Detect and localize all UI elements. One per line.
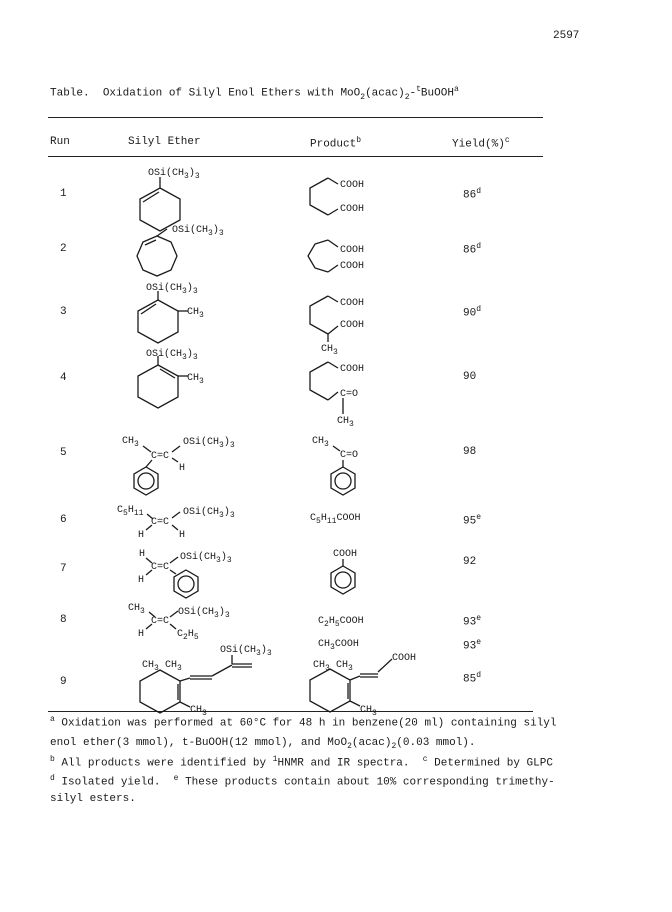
yield-note: e (476, 638, 482, 647)
footnote-d (50, 774, 555, 789)
footnote-mark: e (173, 774, 179, 783)
yield-value: 86 (463, 244, 477, 257)
run-2: 2 (60, 243, 67, 255)
label-c2h5cooh: $C_2H_5COOH$ (318, 616, 364, 629)
run-1: 1 (60, 188, 67, 200)
header-yield-note: c (504, 136, 510, 145)
label-osime3: $OSi(CH_3)_3$ (146, 349, 198, 362)
structure-2-silyl (137, 224, 224, 276)
label-h: H (138, 629, 145, 640)
header-product-label: Product (310, 138, 357, 151)
structure-2-product (308, 240, 364, 272)
yield-value: 92 (463, 556, 477, 568)
label-h: H (139, 549, 146, 560)
label-h: H (138, 530, 145, 541)
page-number: 2597 (553, 30, 580, 42)
yield-value: 93 (463, 616, 477, 629)
label-cooh: COOH (340, 204, 365, 215)
label-c-eq-c: C=C (151, 562, 170, 573)
structure-6-silyl (117, 505, 235, 541)
label-osime3: $OSi(CH_3)_3$ (183, 507, 235, 520)
header-silyl-ether: Silyl Ether (128, 136, 201, 148)
footnote-sub: 2 (391, 742, 397, 752)
label-cooh: COOH (340, 320, 365, 331)
structure-5-silyl (122, 436, 235, 495)
structure-4-silyl (138, 348, 204, 408)
caption-sup-t: t (416, 85, 421, 94)
label-h: H (179, 463, 186, 474)
label-ch3: $CH_3$ (187, 373, 204, 386)
footnote-a (50, 715, 557, 730)
yield-value: 98 (463, 446, 477, 458)
label-c2h5: $C_2H_5$ (177, 629, 199, 642)
footnote-text: (0.03 mmol). (396, 737, 476, 749)
header-product-note: b (356, 136, 362, 145)
footnote-text: enol ether(3 mmol), t-BuOOH(12 mmol), and MoO (50, 737, 348, 749)
label-osime3: $OSi(CH_3)_3$ (178, 607, 230, 620)
yield-value: 86 (463, 189, 477, 202)
label-c5h11cooh: $C_5H_{11}COOH$ (310, 513, 361, 526)
label-cooh: COOH (392, 653, 417, 664)
caption-dash: - (409, 87, 417, 100)
footnote-e-cont (50, 793, 136, 805)
label-cooh: COOH (340, 245, 365, 256)
run-5: 5 (60, 447, 67, 459)
structure-7-silyl (138, 549, 232, 598)
label-ch3: $CH_3$ (122, 436, 139, 449)
caption-label: Table. (50, 87, 90, 100)
yield-value: 93 (463, 640, 477, 653)
footnote-b (50, 755, 553, 770)
label-ch3: $CH_3$ (187, 307, 204, 320)
structure-7-product (331, 549, 357, 594)
footnote-a-cont (50, 737, 476, 751)
structure-9-product (310, 653, 416, 718)
footnote-text: HNMR and IR spectra. (277, 757, 410, 770)
label-ch3: $CH_3$ (336, 660, 353, 673)
footnote-text: silyl esters. (50, 793, 136, 805)
caption-text2: (acac) (365, 87, 405, 100)
label-c-eq-c: C=C (151, 616, 170, 627)
header-yield-label: Yield(%) (452, 138, 505, 151)
footnote-text: Isolated yield. (61, 776, 161, 789)
footnote-mark: d (50, 774, 55, 783)
structure-1-silyl (140, 167, 200, 231)
label-osime3: $OSi(CH_3)_3$ (146, 283, 198, 296)
label-ch3: $CH_3$ (165, 660, 182, 673)
label-cooh: COOH (333, 549, 358, 560)
caption-sub2: 2 (404, 92, 410, 102)
label-osime3: $OSi(CH_3)_3$ (180, 552, 232, 565)
header-run: Run (50, 136, 70, 148)
run-6: 6 (60, 514, 67, 526)
caption-sub: 2 (360, 92, 366, 102)
footnote-mark: b (50, 755, 55, 764)
label-osime3: $OSi(CH_3)_3$ (172, 225, 224, 238)
structure-6-product (310, 513, 360, 526)
label-ch3: $CH_3$ (313, 660, 330, 673)
label-ch3: $CH_3$ (190, 705, 207, 718)
structure-3-product (310, 296, 364, 357)
label-cooh: COOH (340, 261, 365, 272)
label-osime3: $OSi(CH_3)_3$ (183, 437, 235, 450)
structure-5-product (312, 436, 358, 495)
footnote-text: These products contain about 10% corresponding trimethy- (185, 776, 555, 789)
label-ch3: $CH_3$ (312, 436, 329, 449)
label-h: H (179, 530, 186, 541)
label-c-eq-o: C=O (340, 389, 359, 400)
label-cooh: COOH (340, 298, 365, 309)
label-c-eq-o: C=O (340, 450, 359, 461)
label-ch3: $CH_3$ (128, 603, 145, 616)
label-c-eq-c: C=C (151, 451, 170, 462)
run-8: 8 (60, 614, 67, 626)
yield-value: 95 (463, 515, 477, 528)
yield-note: d (476, 671, 482, 680)
run-4: 4 (60, 372, 67, 384)
label-c5h11: $C_5H_{11}$ (117, 505, 144, 518)
label-ch3: $CH_3$ (337, 416, 354, 429)
label-ch3cooh: $CH_3COOH$ (318, 639, 359, 652)
yield-note: e (476, 614, 482, 623)
structure-8-silyl (128, 603, 230, 642)
label-osime3: $OSi(CH_3)_3$ (148, 168, 200, 181)
yield-note: d (476, 242, 482, 251)
yield-note: d (476, 187, 482, 196)
label-cooh: COOH (340, 180, 365, 191)
footnote-mark: a (50, 715, 55, 724)
label-c-eq-c: C=C (151, 517, 170, 528)
run-3: 3 (60, 306, 67, 318)
label-ch3: $CH_3$ (321, 344, 338, 357)
run-9: 9 (60, 676, 67, 688)
footnote-sub: 2 (347, 742, 352, 752)
label-ch3: $CH_3$ (142, 660, 159, 673)
yield-note: d (476, 305, 482, 314)
caption-note-a: a (453, 85, 459, 94)
footnote-mark: c (422, 755, 428, 764)
structure-4-product (310, 362, 364, 429)
yield-value: 85 (463, 673, 477, 686)
label-h: H (138, 575, 145, 586)
structure-9-silyl (140, 644, 272, 718)
structure-8-product (318, 616, 364, 652)
yield-note: e (476, 513, 482, 522)
yield-value: 90 (463, 307, 477, 320)
structure-3-silyl (138, 282, 204, 343)
footnote-text: Oxidation was performed at 60°C for 48 h in benzene(20 ml) containing silyl (61, 717, 557, 730)
footnote-text: Determined by GLPC (434, 757, 553, 770)
footnote-sup: 1 (272, 755, 278, 764)
run-7: 7 (60, 563, 67, 575)
label-ch3: $CH_3$ (360, 705, 377, 718)
structure-1-product (310, 178, 364, 215)
yield-value: 90 (463, 371, 477, 383)
caption-reagent: BuOOH (420, 87, 454, 100)
footnote-text: (acac) (351, 737, 392, 749)
footnote-text: All products were identified by (61, 757, 267, 770)
caption-text: Oxidation of Silyl Enol Ethers with MoO (102, 87, 361, 100)
label-cooh: COOH (340, 364, 365, 375)
label-osime3: $OSi(CH_3)_3$ (220, 645, 272, 658)
